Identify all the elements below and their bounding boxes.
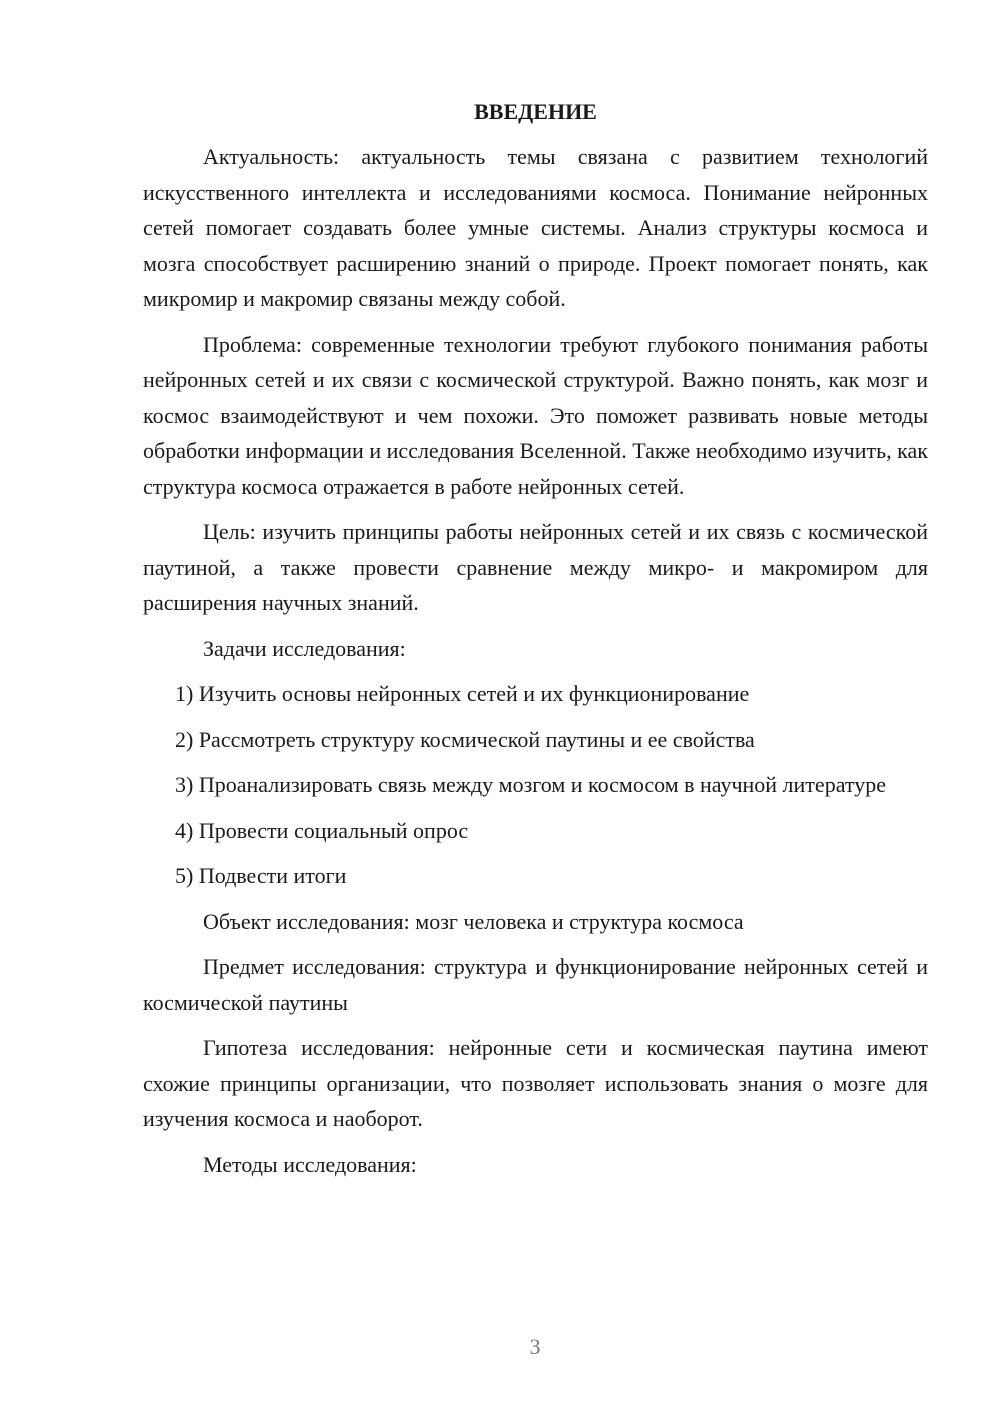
page-content (143, 94, 928, 1192)
task-item-3: 3) Проанализировать связь между мозгом и космосом в научной литературе (175, 772, 886, 797)
task-item-2: 2) Рассмотреть структуру космической паутины и ее свойства (175, 726, 755, 752)
object-paragraph: Объект исследования: мозг человека и структура космоса (203, 908, 744, 934)
methods-heading: Методы исследования: (203, 1151, 417, 1177)
hypothesis-paragraph: Гипотеза исследования: нейронные сети и космическая паутина имеют схожие принципы организации, что позволяет использовать знания о мозге для изучения космоса и наоборот. (143, 1035, 928, 1131)
subject-paragraph: Предмет исследования: структура и функционирование нейронных сетей и космической паутины (143, 954, 928, 1015)
task-item-4: 4) Провести социальный опрос (175, 817, 469, 843)
relevance-paragraph: Актуальность: актуальность темы связана с развитием технологий искусственного интеллекта и исследованиями космоса. Понимание нейронных сетей помогает создавать более умные системы. Анализ структуры космоса и мозга способствует расширению знаний о природе. Проект помогает понять, как микромир и макромир связаны между собой. (143, 144, 928, 311)
tasks-heading: Задачи исследования: (203, 635, 406, 661)
page-number: 3 (529, 1334, 541, 1359)
task-item-5: 5) Подвести итоги (175, 863, 347, 888)
section-title: ВВЕДЕНИЕ (474, 99, 597, 124)
problem-paragraph: Проблема: современные технологии требуют глубокого понимания работы нейронных сетей и их связи с космической структурой. Важно понять, как мозг и космос взаимодействуют и чем похожи. Это поможет развивать новые методы обработки информации и исследования Вселенной. Также необходимо изучить, как структура космоса отражается в работе нейронных сетей. (143, 331, 928, 499)
goal-paragraph: Цель: изучить принципы работы нейронных сетей и их связь с космической паутиной, а также провести сравнение между микро- и макромиром для расширения научных знаний. (143, 519, 928, 615)
task-item-1: 1) Изучить основы нейронных сетей и их функционирование (175, 681, 750, 706)
